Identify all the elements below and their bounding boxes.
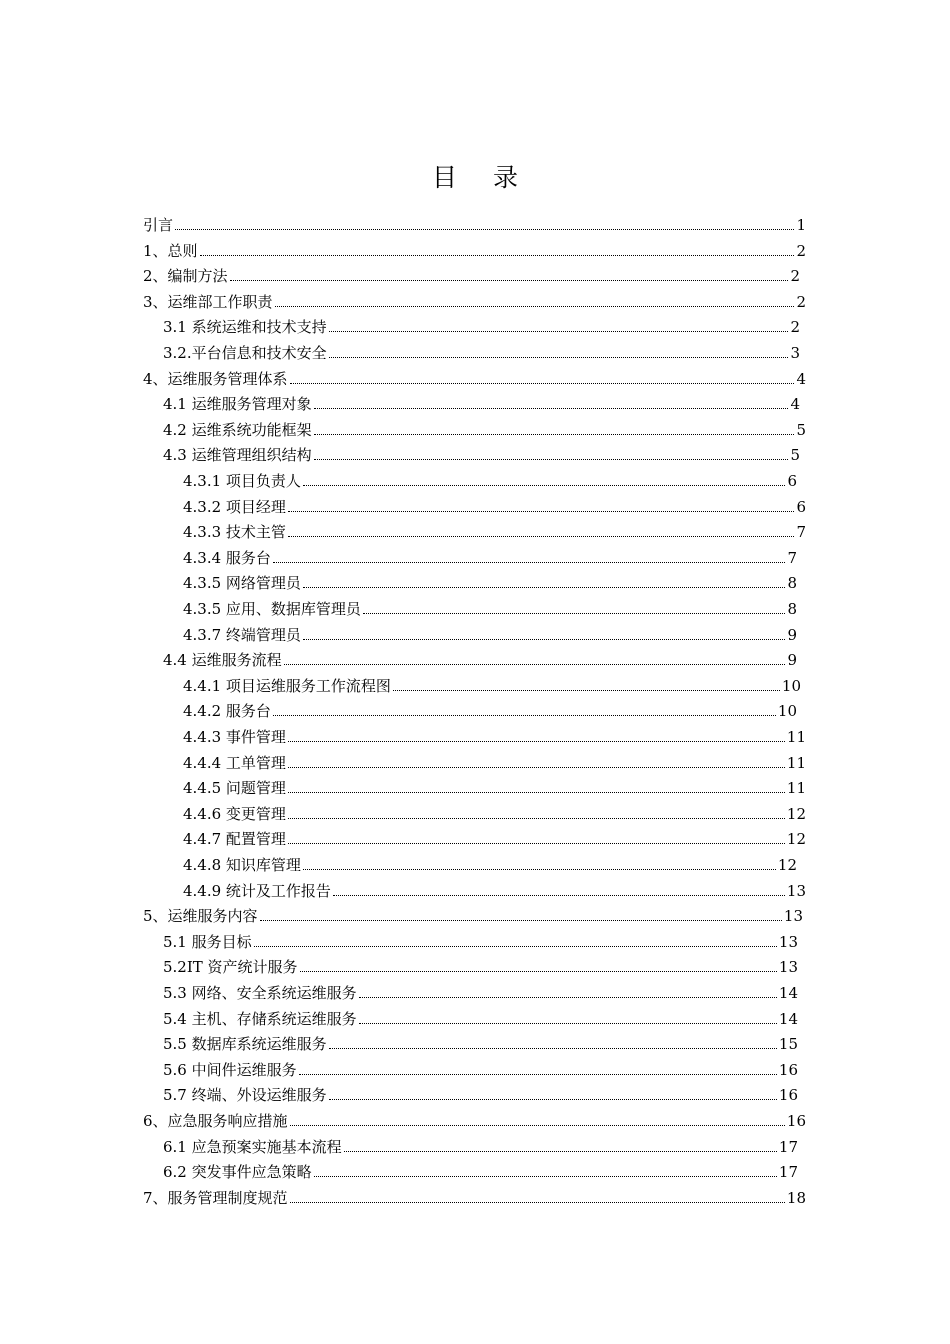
toc-entry-page: 13 [786,881,806,900]
toc-leader-dots [359,1022,777,1024]
toc-leader-dots [329,330,789,332]
toc-leader-dots [288,535,795,537]
toc-entry-label: 4.4.5 问题管理 [183,779,286,798]
toc-entry-page: 2 [790,267,800,286]
toc-entry[interactable] [183,492,806,518]
toc-entry-page: 1 [796,216,806,234]
toc-entry-label: 5.1 服务目标 [163,932,252,951]
toc-leader-dots [314,1175,777,1177]
toc-leader-dots [290,1201,785,1203]
toc-leader-dots [314,433,795,435]
toc-leader-dots [303,868,776,870]
toc-entry[interactable] [163,440,800,466]
toc-entry-page: 17 [778,1163,798,1182]
toc-entry-label: 4.3 运维管理组织结构 [163,446,312,465]
toc-leader-dots [329,1098,777,1100]
toc-entry-label: 3、运维部工作职责 [143,292,273,311]
toc-entry-label: 4.2 运维系统功能框架 [163,420,312,439]
toc-leader-dots [303,586,786,588]
toc-entry-label: 4.3.1 项目负责人 [183,472,301,490]
toc-entry[interactable] [163,415,806,441]
toc-entry-label: 4.3.5 网络管理员 [183,574,301,593]
toc-entry-label: 4.4.6 变更管理 [183,804,286,823]
toc-entry-label: 6.1 应急预案实施基本流程 [163,1137,342,1156]
toc-entry-label: 6、应急服务响应措施 [143,1112,288,1130]
toc-leader-dots [363,612,786,614]
toc-entry-page: 10 [781,676,801,695]
toc-entry-label: 5.2IT 资产统计服务 [163,958,298,977]
toc-entry[interactable] [183,671,801,697]
toc-leader-dots [275,305,795,307]
toc-entry[interactable] [163,1132,798,1158]
toc-entry[interactable] [183,748,806,774]
toc-entry-label: 4.4.4 工单管理 [183,753,286,772]
toc-entry[interactable] [183,876,806,902]
toc-entry-label: 5.7 终端、外设运维服务 [163,1086,327,1105]
toc-entry[interactable] [163,312,800,338]
toc-leader-dots [333,894,785,896]
toc-leader-dots [288,510,795,512]
toc-entry-page: 5 [790,446,800,465]
toc-leader-dots [288,740,785,742]
toc-entry[interactable] [163,389,800,415]
toc-entry[interactable] [183,517,806,543]
toc-leader-dots [288,766,785,768]
toc-entry-page: 12 [786,830,806,849]
toc-entry-page: 14 [778,984,798,1002]
toc-entry-label: 5.4 主机、存储系统运维服务 [163,1009,357,1028]
toc-entry-label: 4.4.3 事件管理 [183,728,286,746]
toc-entry[interactable] [163,1157,798,1183]
toc-entry-label: 5.6 中间件运维服务 [163,1060,297,1079]
toc-entry-page: 15 [778,1035,798,1054]
toc-entry-label: 4.4.7 配置管理 [183,830,286,849]
toc-entry[interactable] [183,799,806,825]
toc-leader-dots [314,458,789,460]
toc-entry-page: 9 [787,625,797,644]
toc-entry[interactable] [183,466,797,492]
toc-entry[interactable] [143,287,806,313]
toc-leader-dots [273,561,786,563]
toc-leader-dots [175,228,794,230]
toc-leader-dots [300,970,777,972]
toc-entry-page: 2 [790,318,800,337]
toc-leader-dots [314,407,789,409]
toc-entry-page: 2 [796,292,806,311]
toc-entry-page: 2 [796,241,806,260]
toc-entry-label: 4.3.4 服务台 [183,548,271,567]
toc-entry-page: 18 [786,1188,806,1207]
toc-entry[interactable] [183,773,806,799]
toc-entry-page: 4 [796,369,806,388]
toc-entry-label: 3.2.平台信息和技术安全 [163,344,327,362]
toc-entry-page: 8 [787,600,797,618]
toc-entry-page: 16 [778,1060,798,1079]
toc-entry-page: 8 [787,574,797,593]
toc-entry-label: 4.3.5 应用、数据库管理员 [183,600,361,618]
toc-title: 目 录 [432,163,532,192]
toc-entry[interactable] [163,338,800,364]
toc-entry-page: 12 [786,804,806,823]
toc-entry-page: 9 [787,651,797,670]
toc-leader-dots [230,279,789,281]
toc-entry[interactable] [143,901,803,927]
toc-entry-label: 7、服务管理制度规范 [143,1188,288,1207]
toc-leader-dots [290,382,795,384]
toc-entry[interactable] [183,850,797,876]
toc-entry-label: 4.4.8 知识库管理 [183,856,301,874]
toc-entry[interactable] [143,261,800,287]
toc-entry-label: 4.3.3 技术主管 [183,523,286,542]
toc-leader-dots [254,945,777,947]
toc-entry-page: 4 [790,395,800,414]
toc-entry[interactable] [183,594,797,620]
toc-entry-page: 12 [777,856,797,874]
toc-leader-dots [273,714,776,716]
toc-entry-label: 1、总则 [143,241,198,260]
toc-entry-label: 2、编制方法 [143,267,228,286]
toc-entry[interactable] [163,1004,798,1030]
toc-entry-page: 11 [786,753,806,772]
toc-entry[interactable] [183,620,797,646]
toc-entry-label: 4.3.2 项目经理 [183,497,286,516]
toc-entry-label: 6.2 突发事件应急策略 [163,1163,312,1182]
toc-entry[interactable] [163,645,797,671]
toc-entry[interactable] [183,568,797,594]
toc-entry-label: 4.4 运维服务流程 [163,651,282,670]
toc-entry[interactable] [183,824,806,850]
toc-entry[interactable] [183,722,806,748]
toc-entry-label: 4.4.1 项目运维服务工作流程图 [183,676,391,695]
toc-entry-page: 16 [778,1086,798,1105]
toc-entry[interactable] [163,1080,798,1106]
toc-entry[interactable] [143,364,806,390]
toc-entry-page: 13 [778,958,798,977]
toc-leader-dots [200,254,795,256]
toc-entry[interactable] [143,1106,806,1132]
toc-entry-page: 7 [787,548,797,567]
toc-leader-dots [329,356,789,358]
toc-leader-dots [288,817,785,819]
toc-entry-label: 4、运维服务管理体系 [143,369,288,388]
toc-entry[interactable] [163,1029,798,1055]
toc-entry-page: 13 [778,932,798,951]
toc-leader-dots [303,638,786,640]
toc-entry-page: 5 [796,420,806,439]
toc-entry[interactable] [163,927,798,953]
toc-entry-label: 5.3 网络、安全系统运维服务 [163,984,357,1002]
toc-entry-page: 3 [790,344,800,362]
toc-leader-dots [393,689,780,691]
toc-leader-dots [299,1073,777,1075]
toc-entry-page: 11 [786,728,806,746]
toc-entry-page: 11 [786,779,806,798]
toc-entry-label: 5、运维服务内容 [143,907,258,926]
toc-entry[interactable] [143,210,806,236]
toc-leader-dots [260,919,782,921]
toc-entry[interactable] [143,1183,806,1209]
toc-entry-label: 引言 [143,216,174,234]
toc-entry-label: 4.1 运维服务管理对象 [163,395,312,414]
toc-entry-page: 10 [777,702,797,721]
toc-leader-dots [329,1047,777,1049]
toc-entry-label: 4.4.2 服务台 [183,702,271,721]
toc-entry-label: 4.3.7 终端管理员 [183,625,301,644]
toc-leader-dots [344,1150,777,1152]
toc-entry-label: 5.5 数据库系统运维服务 [163,1035,327,1054]
toc-leader-dots [359,996,777,998]
toc-leader-dots [284,663,786,665]
toc-entry[interactable] [163,978,798,1004]
toc-entry[interactable] [143,236,806,262]
toc-entry-page: 6 [787,472,797,490]
toc-entry-page: 14 [778,1009,798,1028]
toc-leader-dots [290,1124,785,1126]
toc-leader-dots [303,484,786,486]
toc-entry[interactable] [183,543,797,569]
toc-leader-dots [288,791,785,793]
toc-entry-page: 6 [796,497,806,516]
toc-entry-label: 4.4.9 统计及工作报告 [183,881,331,900]
toc-entry-page: 13 [783,907,803,926]
toc-entry-page: 7 [796,523,806,542]
toc-entry-label: 3.1 系统运维和技术支持 [163,318,327,337]
toc-entry-page: 16 [786,1112,806,1130]
toc-entry-page: 17 [778,1137,798,1156]
toc-entry[interactable] [183,696,797,722]
toc-entry[interactable] [163,1055,798,1081]
toc-entry[interactable] [163,952,798,978]
toc-leader-dots [288,842,785,844]
